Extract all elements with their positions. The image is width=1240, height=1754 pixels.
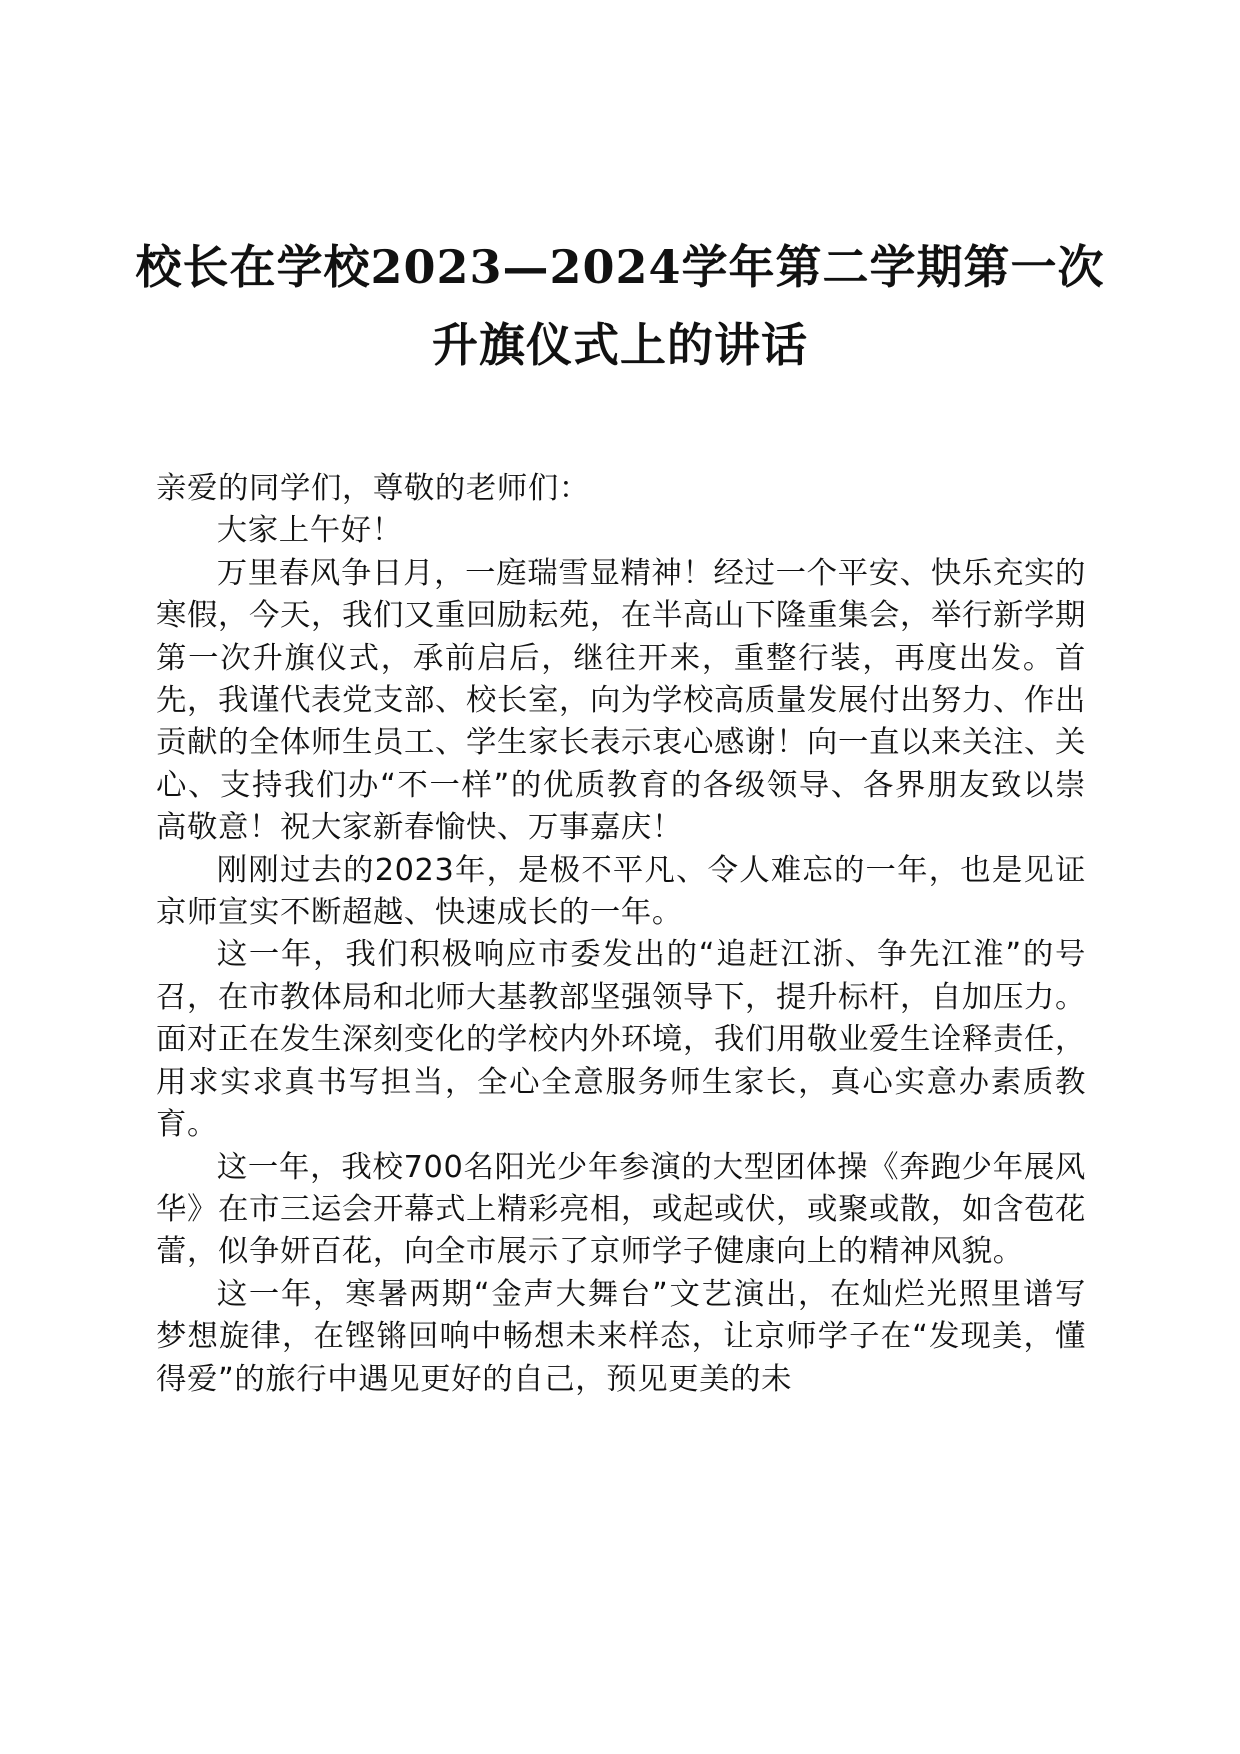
title-line-1: 校长在学校2023—2024学年第二学期第一次 [135,240,1105,294]
body-paragraph: 这一年，我们积极响应市委发出的“追赶江浙、争先江淮”的号召，在市教体局和北师大基教部坚强领导下，提升标杆，自加压力。面对正在发生深刻变化的学校内外环境，我们用敬业爱生诠释责任，用求实求真书写担当，全心全意服务师生家长，真心实意办素质教育。 [156,937,1086,1143]
body-paragraph: 这一年，寒暑两期“金声大舞台”文艺演出，在灿烂光照里谱写梦想旋律，在铿锵回响中畅想未来样态，让京师学子在“发现美，懂得爱”的旅行中遇见更好的自己，预见更美的未 [156,1276,1086,1397]
speech-body [156,468,1086,1401]
greeting-paragraph: 大家上午好！ [216,513,403,549]
salutation: 亲爱的同学们，尊敬的老师们： [156,471,590,506]
document-title [130,228,1110,384]
title-line-2: 升旗仪式上的讲话 [432,318,808,372]
body-paragraph: 刚刚过去的2023年，是极不平凡、令人难忘的一年，也是见证京师宣实不断超越、快速成长的一年。 [156,852,1086,931]
body-paragraph: 这一年，我校700名阳光少年参演的大型团体操《奔跑少年展风华》在市三运会开幕式上精彩亮相，或起或伏，或聚或散，如含苞花蕾，似争妍百花，向全市展示了京师学子健康向上的精神风貌。 [156,1149,1086,1270]
body-paragraph: 万里春风争日月，一庭瑞雪显精神！经过一个平安、快乐充实的寒假，今天，我们又重回励耘苑，在半高山下隆重集会，举行新学期第一次升旗仪式，承前启后，继往开来，重整行装，再度出发。首先，我谨代表党支部、校长室，向为学校高质量发展付出努力、作出贡献的全体师生员工、学生家长表示衷心感谢！向一直以来关注、关心、支持我们办“不一样”的优质教育的各级领导、各界朋友致以崇高敬意！祝大家新春愉快、万事嘉庆！ [156,555,1086,846]
